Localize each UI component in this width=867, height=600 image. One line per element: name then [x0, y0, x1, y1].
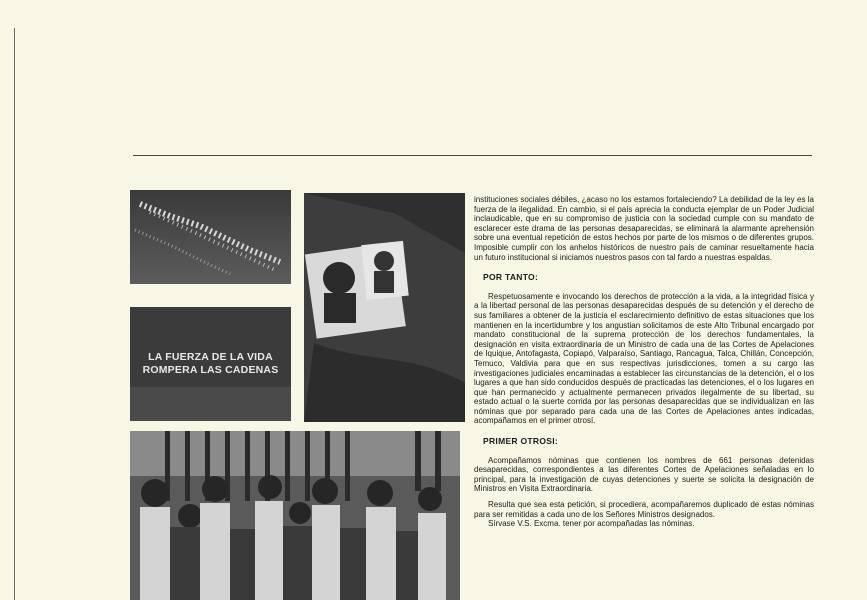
paragraph-petition: Respetuosamente e invocando los derechos de protección a la vida, a la integridad física y a la libertad personal de las personas desaparecidas después de su detención y el derecho de sus familiares a obtener de la justicia el esclarecimiento definitivo de estas situaciones que los mantienen en la incertidumbre y los angustian solicitamos de este Alto Tribunal encargado por mandato constitucional de la suprema protección de los derechos fundamentales, la designación en visita extraordinaria de un Ministro de cada una de las Cortes de Apelaciones de Iquique, Antofagasta, Copiapó, Valparaíso, Santiago, Rancagua, Talca, Chillán, Concepción, Temuco, Valdivia para que en sus respectivas jurisdicciones, tomen a su cargo las investigaciones judiciales encaminadas a establecer las circunstancias de la detención, el o los lugares a que han sido conducidos después de practicadas las detenciones, el o los lugares en que han permanecido y actualmente permanecen privados ilegalmente de su libertad, su estado actual o la suerte corrida por las personas desaparecidas que se individualizan en las nóminas que por separado para cada una de las Cortes de Apelaciones antes indicadas, acompañamos en el primer otrosí.	[474, 291, 814, 426]
paragraph-duplicado: Resulta que sea esta petición, si procediera, acompañaremos duplicado de estas nóminas para ser remitidas a cada uno de los Señores Ministros designados.	[474, 500, 814, 519]
demonstrators-photo	[130, 431, 460, 600]
banner-photo	[130, 307, 291, 421]
paragraph-nominas: Acompañamos nóminas que contienen los nombres de 661 personas detenidas desaparecidas, correspondientes a las diferentes Cortes de Apelaciones señaladas en lo principal, para la investigación de cuyas detenciones y suerte se solicita la designación de Ministros en Visita Extraordinaria.	[474, 455, 814, 494]
binding-margin-line	[14, 28, 15, 600]
crowd-march-photo	[130, 190, 291, 284]
paragraph-closing: Sírvase V.S. Excma. tener por acompañadas las nóminas.	[488, 519, 695, 529]
slogan-line-2: ROMPERA LAS CADENAS	[142, 364, 279, 376]
header-rule	[133, 155, 812, 156]
paragraph-intro: instituciones sociales débiles, ¿acaso no los estamos fortaleciendo? La debilidad de la ley es la fuerza de la ilegalidad. En cambio, si el país aprecia la conducta ejemplar de un Poder Judicial inclaudicable, que en su compromiso de justicia con la sociedad cumple con su mandato de esclarecer este drama de las personas desaparecidas, se eliminará la alarmante aprehensión sobre una eventual repetición de estos hechos por parte de los mismos o de diferentes grupos. Imposible cumplir con los anhelos históricos de nuestro país de caminar resueltamente hacia un futuro institucional si iniciamos nuestros pasos con tal fardo a nuestras espaldas.	[474, 195, 814, 262]
petition-text-column	[474, 195, 814, 529]
portrait-photo	[304, 193, 465, 422]
heading-por-tanto: POR TANTO:	[483, 272, 539, 283]
slogan-line-1: LA FUERZA DE LA VIDA	[148, 351, 273, 363]
heading-primer-otrosi: PRIMER OTROSI:	[483, 436, 559, 447]
banner-slogan	[130, 351, 291, 377]
